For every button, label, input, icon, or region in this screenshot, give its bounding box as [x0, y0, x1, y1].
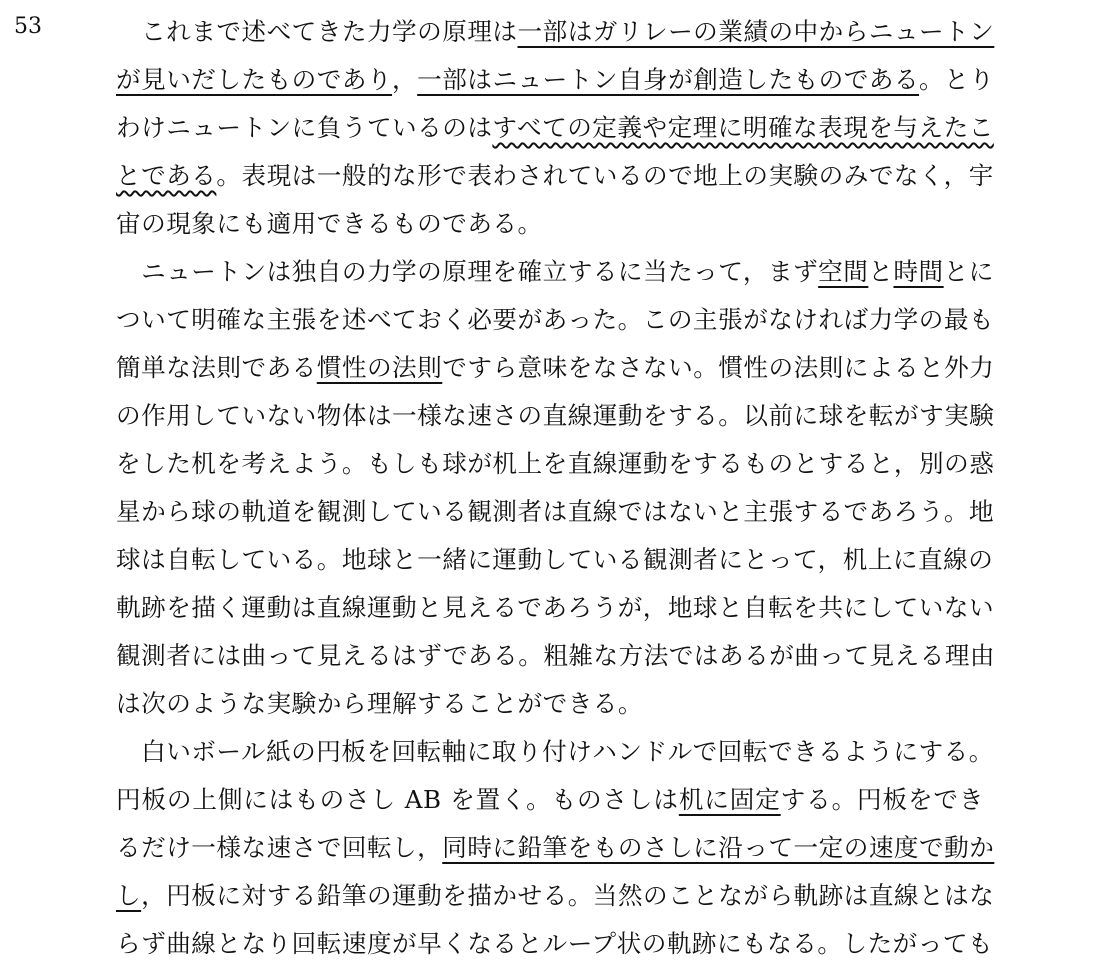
- underlined-phrase: が見いだしたものであり: [116, 65, 393, 94]
- text-line: [116, 584, 995, 632]
- text-segment: 星から球の軌道を観測している観測者は直線ではないと主張するであろう。地: [116, 497, 995, 526]
- text-segment: 白いボール紙の円板を回転軸に取り付けハンドルで回転できるようにする。: [116, 737, 994, 766]
- wavy-underlined-phrase: とである: [116, 161, 217, 190]
- text-line: [116, 56, 995, 104]
- text-segment: 。とり: [919, 65, 995, 94]
- text-segment: 観測者には曲って見えるはずである。粗雑な方法ではあるが曲って見える理由: [116, 641, 996, 670]
- text-line: [116, 728, 994, 776]
- text-line: [116, 536, 994, 584]
- text-line: [116, 824, 995, 872]
- text-segment: ついて明確な主張を述べておく必要があった。この主張がなければ力学の最も: [116, 305, 995, 334]
- text-segment: の作用していない物体は一様な速さの直線運動をする。以前に球を転がす実験: [116, 401, 995, 430]
- text-line: [116, 488, 995, 536]
- text-segment: と: [868, 257, 894, 286]
- body-text: [116, 8, 996, 968]
- text-line: [116, 392, 995, 440]
- underlined-phrase: 慣性の法則: [316, 353, 443, 382]
- underlined-phrase: 同時に鉛筆をものさしに沿って一定の速度で動か: [442, 833, 995, 862]
- text-segment: 。表現は一般的な形で表わされているので地上の実験のみでなく，宇: [216, 161, 994, 190]
- text-line: [116, 344, 995, 392]
- text-line: [116, 104, 994, 152]
- underlined-phrase: 机に固定: [678, 785, 781, 814]
- text-line: [116, 776, 984, 824]
- text-segment: ，円板に対する鉛筆の運動を描かせる。当然のことながら軌跡は直線とはな: [141, 881, 995, 910]
- text-segment: をした机を考えよう。もしも球が机上を直線運動をするものとすると，別の惑: [116, 449, 995, 478]
- text-segment: は次のような実験から理解することができる。: [116, 689, 643, 718]
- underlined-phrase: 一部はニュートン自身が創造したものである: [417, 65, 920, 94]
- text-segment: とに: [943, 257, 994, 286]
- text-segment: 宙の現象にも適用できるものである。: [116, 209, 543, 238]
- underlined-phrase: 時間: [893, 257, 944, 286]
- text-line: [116, 152, 994, 200]
- page-number: 53: [14, 14, 42, 39]
- text-segment: 簡単な法則である: [116, 353, 317, 382]
- wavy-underlined-phrase: すべての定義や定理に明確な表現を与えたこ: [492, 113, 994, 142]
- text-segment: これまで述べてきた力学の原理は: [116, 17, 518, 46]
- text-line: [116, 872, 995, 920]
- text-line: [116, 680, 984, 728]
- text-segment: する。円板をでき: [780, 785, 984, 814]
- text-segment: 球は自転している。地球と一緒に運動している観測者にとって，机上に直線の: [116, 545, 994, 574]
- text-segment: るだけ一様な速さで回転し，: [116, 833, 443, 862]
- text-segment: らず曲線となり回転速度が早くなるとループ状の軌跡にもなる。したがっても: [116, 929, 994, 958]
- text-line: [116, 200, 984, 248]
- underlined-phrase: し: [116, 881, 142, 910]
- text-segment: わけニュートンに負うているのは: [116, 113, 493, 142]
- text-line: [116, 632, 996, 680]
- text-line: [116, 920, 994, 968]
- text-segment: ですら意味をなさない。慣性の法則によると外力: [442, 353, 995, 382]
- text-segment: 円板の上側にはものさし AB を置く。ものさしは: [116, 785, 679, 814]
- text-segment: 軌跡を描く運動は直線運動と見えるであろうが，地球と自転を共にしていない: [116, 593, 995, 622]
- text-segment: ニュートンは独自の力学の原理を確立するに当たって，まず: [116, 257, 819, 286]
- text-line: [116, 8, 995, 56]
- underlined-phrase: 空間: [818, 257, 869, 286]
- underlined-phrase: 一部はガリレーの業績の中からニュートン: [517, 17, 995, 46]
- text-line: [116, 248, 994, 296]
- text-line: [116, 440, 995, 488]
- text-segment: ，: [392, 65, 418, 94]
- text-line: [116, 296, 995, 344]
